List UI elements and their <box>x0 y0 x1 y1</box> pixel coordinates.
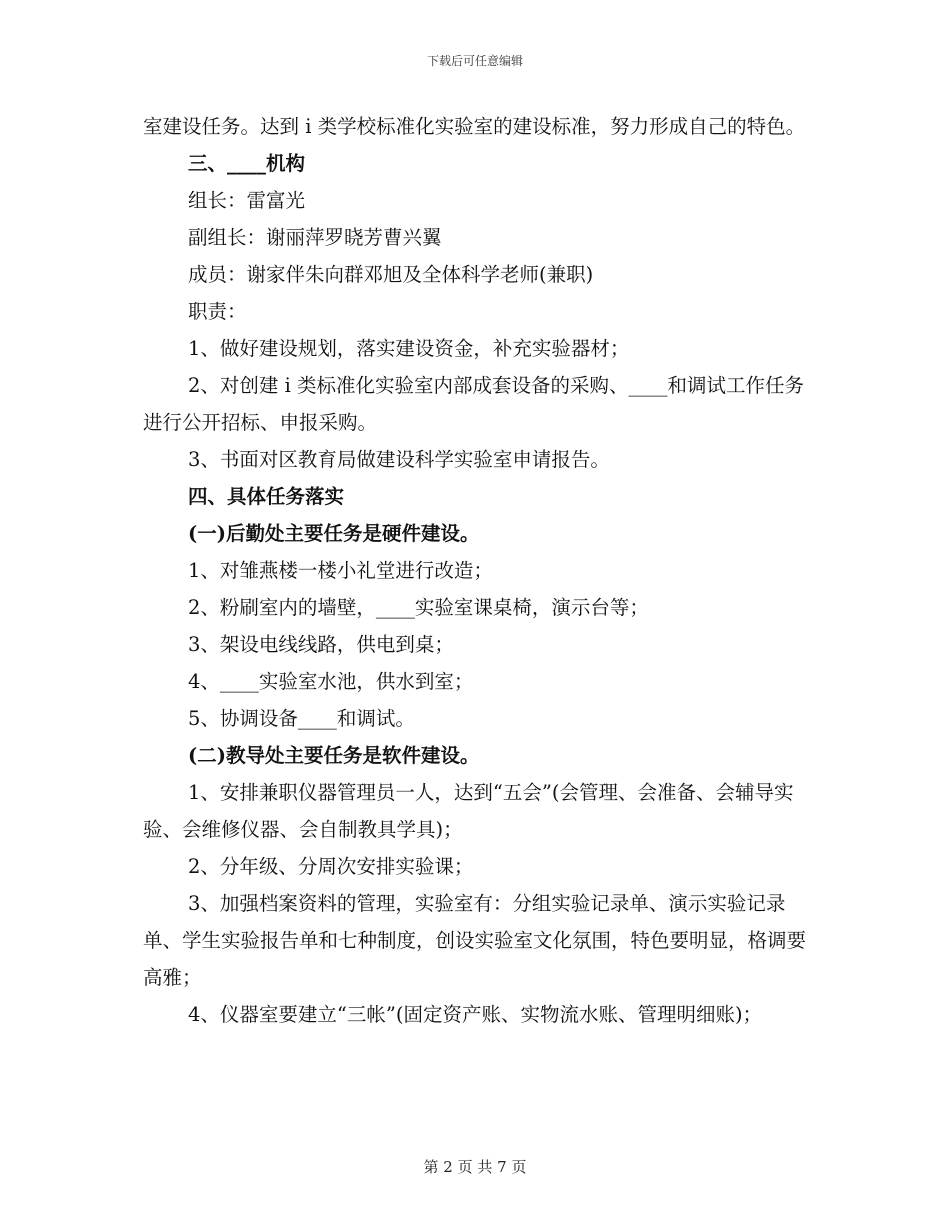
list-item: 2、对创建 i 类标准化实验室内部成套设备的采购、____和调试工作任务进行公开招标、申报采购。 <box>143 374 805 434</box>
page-header: 下载后可任意编辑 <box>426 54 523 68</box>
list-item: 1、安排兼职仪器管理员一人，达到“五会”(会管理、会准备、会辅导实验、会维修仪器、会自制教具学具)； <box>143 781 794 841</box>
page-footer: 第 2 页 共 7 页 <box>423 1158 527 1176</box>
list-item: 3、加强档案资料的管理，实验室有：分组实验记录单、演示实验记录单、学生实验报告单和七种制度，创设实验室文化氛围，特色要明显，格调要高雅； <box>143 892 807 989</box>
paragraph: 副组长：谢丽萍罗晓芳曹兴翼 <box>188 226 442 249</box>
paragraph: 成员：谢家伴朱向群邓旭及全体科学老师(兼职) <box>188 263 594 286</box>
subsection-heading: (二)教导处主要任务是软件建设。 <box>188 744 480 767</box>
list-item: 1、对雏燕楼一楼小礼堂进行改造； <box>188 559 493 582</box>
section-heading: 四、具体任务落实 <box>188 485 345 508</box>
list-item: 3、书面对区教育局做建设科学实验室申请报告。 <box>188 448 610 471</box>
list-item: 4、____实验室水池，供水到室； <box>188 670 474 693</box>
list-item: 1、做好建设规划，落实建设资金，补充实验器材； <box>188 337 630 360</box>
list-item: 5、协调设备____和调试。 <box>188 707 415 730</box>
list-item: 2、粉刷室内的墙壁，____实验室课桌椅，演示台等； <box>188 596 649 619</box>
list-item: 3、架设电线线路，供电到桌； <box>188 633 454 656</box>
paragraph: 室建设任务。达到 i 类学校标准化实验室的建设标准，努力形成自己的特色。 <box>143 115 806 138</box>
section-heading: 三、____机构 <box>188 152 306 175</box>
document-body <box>143 108 813 1033</box>
paragraph: 职责： <box>188 300 247 323</box>
paragraph: 组长：雷富光 <box>188 189 306 212</box>
subsection-heading: (一)后勤处主要任务是硬件建设。 <box>188 522 480 545</box>
list-item: 2、分年级、分周次安排实验课； <box>188 855 474 878</box>
list-item: 4、仪器室要建立“三帐”(固定资产账、实物流水账、管理明细账)； <box>188 1003 763 1026</box>
